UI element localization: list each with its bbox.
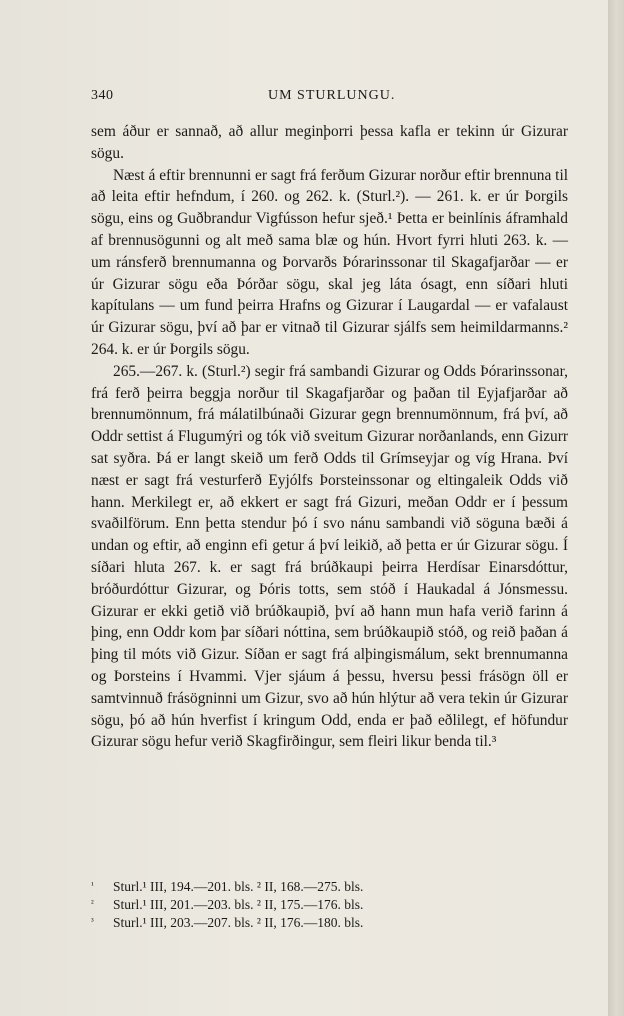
running-head: UM STURLUNGU. bbox=[268, 88, 396, 103]
paragraph: Næst á eftir brennunni er sagt frá ferðum Gizurar norður eftir brennuna til að leita eftir hefndum, í 260. og 262. k. (Sturl.²). — 261. k. er úr Þorgils sögu, eins og Guðbrandur Vigfússon hefur sjeð.¹ Þetta er beinlínis áframhald af brennusögunni og alt með sama blæ og hún. Hvort fyrri hluti 263. k. — um ránsferð brennumanna og Þorvarðs Þórarinssonar til Skagafjarðar — er úr Gizurar sögu eða Þórðar sögu, skal jeg láta ósagt, enn síðari hluti kapítulans — um fund þeirra Hrafns og Gizurar í Laugardal — er vafalaust úr Gizurar sögu, því að þar er vitnað til Gizurar sjálfs sem heimildarmanns.² 264. k. er úr Þorgils sögu. bbox=[91, 166, 568, 358]
paragraph-continuation: sem áður er sannað, að allur meginþorri þessa kafla er tekinn úr Gizurar sögu. bbox=[91, 123, 568, 162]
footnote-text: Sturl.¹ III, 203.—207. bls. ² II, 176.—180. bls. bbox=[113, 915, 364, 930]
footnote-mark: ¹ bbox=[91, 880, 94, 890]
footnote-text: Sturl.¹ III, 201.—203. bls. ² II, 175.—176. bls. bbox=[113, 897, 364, 912]
footnote bbox=[91, 878, 451, 896]
footnote-text: Sturl.¹ III, 194.—201. bls. ² II, 168.—275. bls. bbox=[113, 879, 364, 894]
footnotes bbox=[91, 878, 451, 932]
paragraph: 265.—267. k. (Sturl.²) segir frá sambandi Gizurar og Odds Þórarinssonar, frá ferð þeirra beggja norður til Skagafjarðar og þaðan til Eyjafjarðar að brennumönnum, frá málatilbúnaði Gizurar gegn brennumönnum, frá því, að Oddr settist á Flugumýri og tók við sveitum Gizurar norðanlands, enn Gizurr sat syðra. Þá er langt skeið um ferð Odds til Grímseyjar og víg Hrana. Því næst er sagt frá vesturferð Eyjólfs Þorsteinssonar og eltingaleik Odds við hann. Merkilegt er, að ekkert er sagt frá Gizuri, meðan Oddr er í þessum svaðilförum. Enn þetta stendur þó í svo nánu sambandi við söguna bæði á undan og eftir, að enginn efi getur á því leikið, að þetta er úr Gizurar sögu. Í síðari hluta 267. k. er sagt frá brúðkaupi þeirra Herdísar Einarsdóttur, bróðurdóttur Gizurar, og Þóris totts, sem stóð í Haukadal á Jónsmessu. Gizurar er ekki getið við brúðkaupið, því að hann mun hafa verið farinn á þing, enn Oddr kom þar síðari nóttina, sem brúðkaupið stóð, og reið þaðan á þing til móts við Gizur. Síðan er sagt frá alþingismálum, sekt brennumanna og Þorsteins í Hvammi. Vjer sjáum á þessu, hversu þessi frásögn öll er samtvinnuð frásögninni um Gizur, svo að hún hlýtur að vera tekin úr Gizurar sögu, þó að hún hverfist í kringum Odd, enda er það eðlilegt, ef höfundur Gizurar sögu hefur verið Skagfirðingur, sem fleiri likur benda til.³ bbox=[91, 362, 568, 751]
footnote bbox=[91, 896, 451, 914]
footnote bbox=[91, 914, 451, 932]
footnote-mark: ² bbox=[91, 898, 94, 908]
page-number: 340 bbox=[91, 88, 114, 103]
body-text bbox=[91, 121, 568, 753]
footnote-mark: ³ bbox=[91, 916, 94, 926]
page-header bbox=[0, 88, 608, 108]
page-gutter bbox=[608, 0, 624, 1016]
